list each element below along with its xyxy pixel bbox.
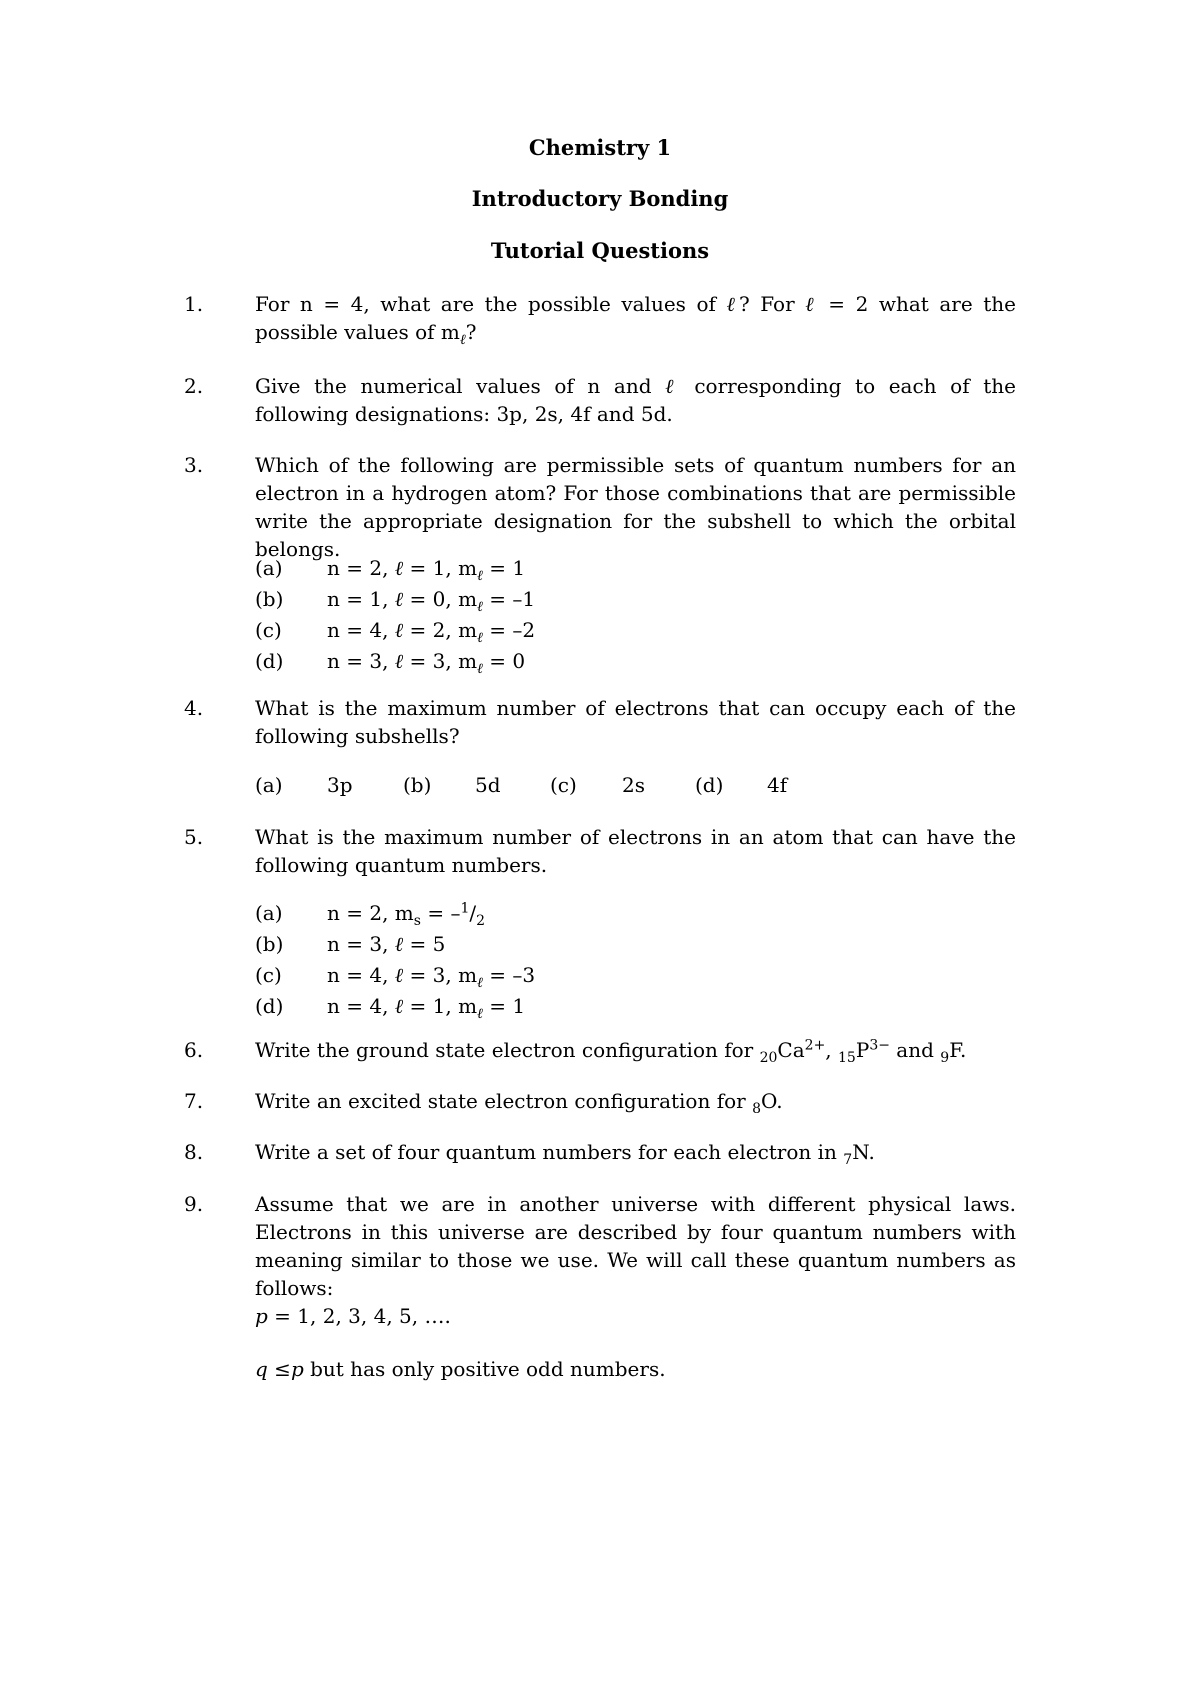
question-text: For n = 4, what are the possible values of ℓ? For ℓ = 2 what are the possible values of $m_\ell$? (255, 292, 1016, 348)
question-number: 9. (184, 1192, 204, 1216)
option-row: (a) n = 2, $m_s = -^1/_2$ (255, 900, 486, 929)
question-number: 4. (184, 696, 204, 720)
question-number: 2. (184, 374, 204, 398)
question-4 (184, 694, 1016, 750)
question-number: 5. (184, 825, 204, 849)
question-8 (184, 1138, 1016, 1166)
option-row: (a) n = 2, ℓ = 1, $m_\ell = 1$ (255, 556, 526, 584)
option-row: (c) n = 4, ℓ = 2, $m_\ell = -2$ (255, 618, 536, 646)
question-4-options (184, 771, 1016, 802)
tutorial-subtitle: Tutorial Questions (490, 238, 710, 263)
question-7 (184, 1087, 1016, 1115)
question-9 (184, 1190, 1016, 1383)
option-row: (d) n = 4, ℓ = 1, $m_\ell = 1$ (255, 994, 526, 1022)
question-number: 1. (184, 292, 204, 316)
option-row: (c) n = 4, ℓ = 3, $m_\ell = -3$ (255, 963, 536, 991)
course-title: Chemistry 1 (528, 135, 672, 160)
question-number: 7. (184, 1089, 204, 1113)
option-row: (a) 3p (b) 5d (c) 2s (d) 4f (255, 773, 788, 797)
question-number: 8. (184, 1140, 204, 1164)
question-text: What is the maximum number of electrons that can occupy each of the following subshells? (255, 696, 1016, 748)
question-number: 6. (184, 1038, 204, 1062)
question-1 (184, 290, 1016, 346)
question-6 (184, 1036, 1016, 1064)
question-5-options (184, 899, 1016, 1023)
question-2 (184, 372, 1016, 428)
topic-title: Introductory Bonding (471, 186, 729, 211)
question-text: Assume that we are in another universe with different physical laws. Electrons in this universe are described by four quantum numbers with meaning similar to those we use. We will call these quantum numbers as follows: p = 1, 2, 3, 4, 5, …. q ≤p but has only positive odd numbers. (255, 1192, 1016, 1381)
option-row: (d) n = 3, ℓ = 3, $m_\ell = 0$ (255, 649, 526, 677)
q-definition: q ≤p but has only positive odd numbers. (255, 1357, 666, 1381)
question-number: 3. (184, 453, 204, 477)
question-3-options (184, 554, 1016, 678)
question-text: Which of the following are permissible sets of quantum numbers for an electron in a hydrogen atom? For those combinations that are permissible write the appropriate designation for the subshell to which the orbital belongs. (255, 453, 1016, 561)
option-row: (b) n = 3, ℓ = 5 (255, 932, 446, 956)
question-text: Write a set of four quantum numbers for each electron in $_7$N. (255, 1140, 875, 1168)
question-text: Give the numerical values of n and ℓ corresponding to each of the following designations: 3p, 2s, 4f and 5d. (255, 374, 1016, 426)
p-definition: p = 1, 2, 3, 4, 5, …. (255, 1304, 451, 1328)
question-5 (184, 823, 1016, 879)
question-text: Write the ground state electron configuration for $_{20}Ca^{2+}$, $_{15}P^{3-}$ and $_9$F. (255, 1037, 967, 1066)
question-text: Write an excited state electron configuration for $_8$O. (255, 1089, 783, 1117)
question-text: What is the maximum number of electrons in an atom that can have the following quantum numbers. (255, 825, 1016, 877)
option-row: (b) n = 1, ℓ = 0, $m_\ell = -1$ (255, 587, 536, 615)
question-3 (184, 451, 1016, 563)
